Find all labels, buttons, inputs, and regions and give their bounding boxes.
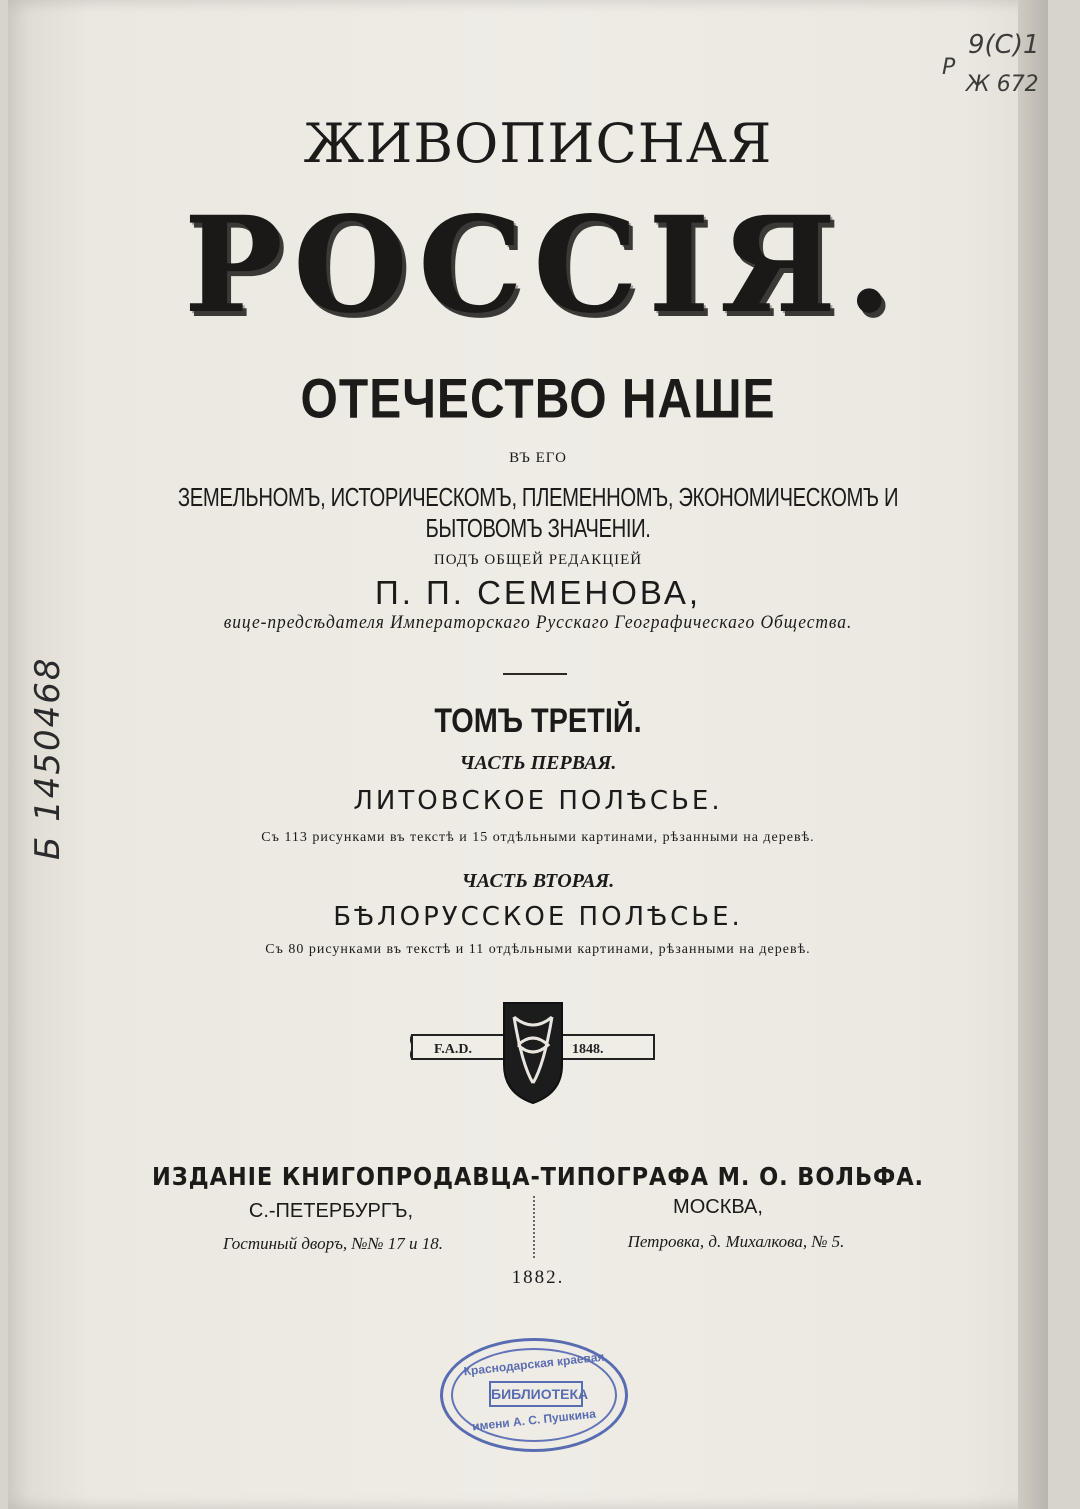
printer-mark-left: F.A.D. (434, 1042, 472, 1057)
part1-label: ЧАСТЬ ПЕРВАЯ. (459, 752, 617, 774)
stamp-bottom-text: имени А. С. Пушкина (471, 1406, 597, 1434)
title-page (8, 0, 1048, 1509)
main-title (8, 188, 1068, 343)
city-moscow: МОСКВА, (673, 1196, 763, 1218)
handwritten-margin-number: Б 1450468 (28, 656, 68, 860)
stamp-top-text: Краснодарская краевая (462, 1349, 606, 1379)
divider-rule (503, 673, 567, 675)
subtitle: ОТЕЧЕСТВО НАШЕ (300, 369, 776, 430)
printer-mark-emblem (410, 995, 656, 1105)
printer-mark-right: 1848. (572, 1042, 604, 1057)
part2-label: ЧАСТЬ ВТОРАЯ. (461, 870, 615, 892)
column-divider (533, 1196, 535, 1258)
title-line-1: ЖИВОПИСНАЯ (303, 112, 773, 175)
editor-intro: ПОДЪ ОБЩЕЙ РЕДАКЦІЕЙ (433, 552, 643, 568)
editor-role: вице-предсѣдателя Императорскаго Русскаго Географическаго Общества. (223, 612, 853, 633)
volume-title: ТОМЪ ТРЕТІЙ. (434, 702, 642, 740)
main-title-dot: . (846, 188, 893, 343)
address-petersburg: Гостиный дворъ, №№ 17 и 18. (223, 1234, 443, 1253)
part2-title: БѢЛОРУССКОЕ ПОЛѢСЬЕ. (333, 902, 743, 932)
handwritten-shelf-code: 9(С)1 (968, 30, 1040, 60)
part2-note: Съ 80 рисунками въ текстѣ и 11 отдѣльными картинами, рѣзанными на деревѣ. (265, 942, 811, 957)
city-petersburg: С.-ПЕТЕРБУРГЪ, (248, 1200, 414, 1222)
subtitle-connector: ВЪ ЕГО (509, 450, 567, 466)
handwritten-letter: Р (942, 55, 956, 80)
part1-title: ЛИТОВСКОЕ ПОЛѢСЬЕ. (353, 786, 723, 816)
editor-name: П. П. СЕМЕНОВА, (374, 574, 702, 611)
address-moscow: Петровка, д. Михалкова, № 5. (627, 1232, 845, 1251)
stamp-middle-text: БИБЛИОТЕКА (489, 1381, 583, 1407)
publication-year: 1882. (511, 1267, 565, 1288)
subtitle-detail: ЗЕМЕЛЬНОМЪ, ИСТОРИЧЕСКОМЪ, ПЛЕМЕННОМЪ, ЭКОНОМИЧЕСКОМЪ И БЫТОВОМЪ ЗНАЧЕНІИ. (177, 482, 899, 543)
main-title-word: РОССІЯ (183, 188, 847, 343)
library-stamp (440, 1338, 628, 1452)
handwritten-inventory: Ж 672 (966, 72, 1039, 97)
publisher-line: ИЗДАНІЕ КНИГОПРОДАВЦА-ТИПОГРАФА М. О. ВОЛЬФА. (152, 1162, 924, 1191)
part1-note: Съ 113 рисунками въ текстѣ и 15 отдѣльными картинами, рѣзанными на деревѣ. (261, 830, 815, 845)
